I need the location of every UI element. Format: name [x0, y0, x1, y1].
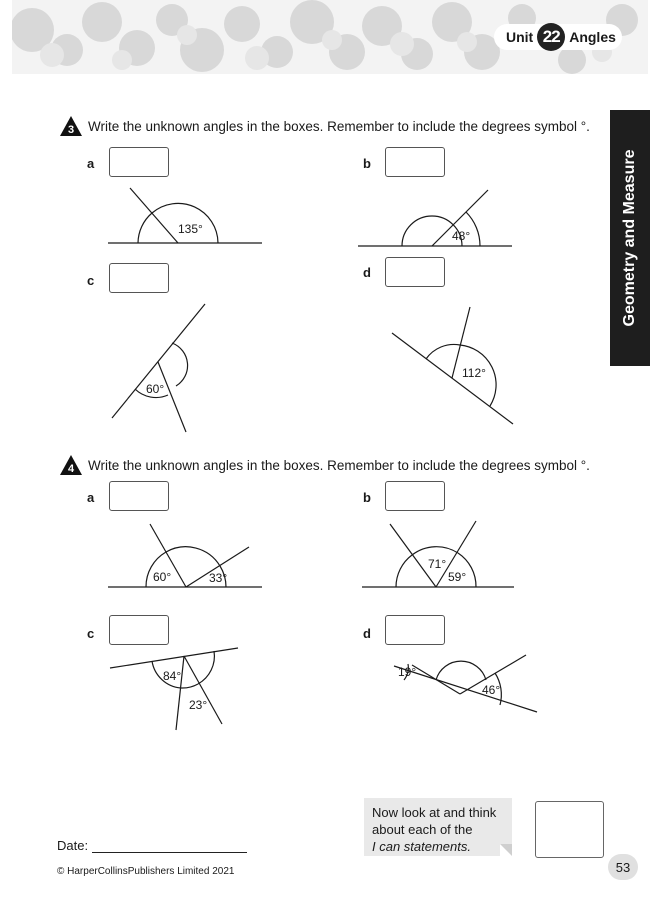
q4c-angle-label-1: 84° [163, 669, 182, 683]
q4d-angle-label-1: 19° [398, 665, 417, 679]
q3-part-c-label: c [87, 273, 95, 288]
copyright-text: © HarperCollinsPublishers Limited 2021 [57, 866, 235, 877]
q4a-angle-label-2: 33° [209, 571, 228, 585]
self-assessment-box[interactable] [535, 801, 604, 858]
q3d-diagram [392, 307, 513, 424]
q3-part-b-label: b [363, 156, 371, 171]
page-number: 53 [608, 854, 638, 880]
q3c-diagram [112, 304, 205, 432]
q4a-diagram [108, 524, 262, 587]
side-tab-label: Geometry and Measure [621, 149, 638, 327]
q3-part-d-label: d [363, 265, 371, 280]
note-line-1: Now look at and think [372, 805, 497, 820]
q4-number: 4 [67, 463, 75, 475]
q3-part-a-label: a [87, 156, 95, 171]
q4a-angle-label-1: 60° [153, 570, 172, 584]
q4d-angle-label-2: 46° [482, 683, 501, 697]
note-fold-corner [500, 844, 512, 856]
unit-word: Unit [506, 29, 534, 45]
q4-part-c-label: c [87, 626, 95, 641]
q3a-diagram [108, 188, 262, 243]
q4-part-a-label: a [87, 490, 95, 505]
q3-instruction-text: Write the unknown angles in the boxes. Remember to include the degrees symbol °. [88, 118, 590, 134]
note-line-3: I can statements. [372, 839, 471, 854]
q3-number: 3 [67, 124, 75, 136]
q4c-diagram [110, 648, 238, 730]
date-field-line[interactable] [92, 852, 247, 853]
q4-part-b-label: b [363, 490, 371, 505]
q4b-angle-label-1: 71° [428, 557, 447, 571]
date-label: Date: [57, 838, 89, 853]
unit-title: Angles [569, 29, 616, 45]
q3a-angle-label: 135° [178, 222, 203, 236]
q3b-angle-label: 48° [452, 229, 471, 243]
q4c-angle-label-2: 23° [189, 698, 208, 712]
i-can-note [364, 798, 512, 856]
q4b-angle-label-2: 59° [448, 570, 467, 584]
q4-instruction-text: Write the unknown angles in the boxes. Remember to include the degrees symbol °. [88, 457, 590, 473]
q3c-angle-label: 60° [146, 382, 165, 396]
q4d-diagram [394, 655, 537, 712]
q3b-diagram [358, 190, 512, 246]
q4b-diagram [362, 521, 514, 587]
q4-part-d-label: d [363, 626, 371, 641]
note-line-2: about each of the [372, 822, 473, 837]
q3d-angle-label: 112° [462, 366, 486, 380]
unit-number: 22 [537, 23, 565, 51]
